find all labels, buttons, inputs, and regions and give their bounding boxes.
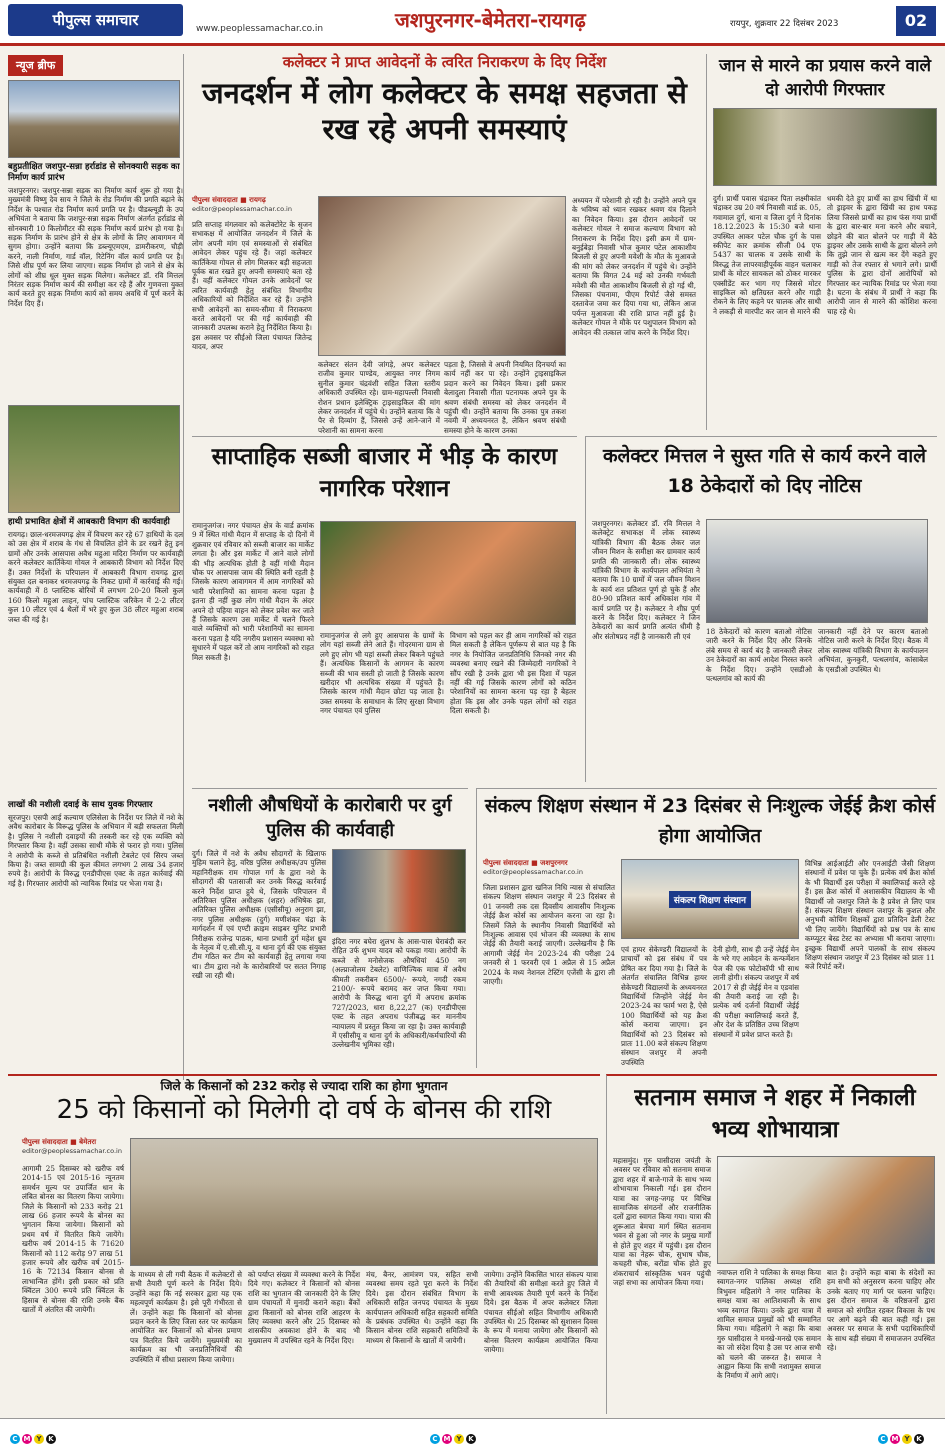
bonus-byline: पीपुल्स संवाददाता xyxy=(22,1138,68,1146)
cmyk-y: Y xyxy=(454,1434,464,1444)
website: www.peoplessamachar.co.in xyxy=(196,24,324,34)
cmyk-marks-left xyxy=(10,1426,58,1445)
news-brief-label: न्यूज ब्रीफ xyxy=(8,55,63,76)
drugs-story xyxy=(192,788,468,1068)
lead-place: रायगढ़ xyxy=(249,196,266,204)
cmyk-k: K xyxy=(46,1434,56,1444)
market-body-3: विभाग को पहल कर ही आम नागरिकों को राहत मिल सकती है लेकिन पूर्णरूप से बात यह है कि नगर के नियोजित जनप्रतिनिधि जिनको नगर की व्यवस्था बनाए रखने की जिम्मेदारी नागरिकों ने सौंप रखी है उनके द्वारा भी इस दिशा में पहल नहीं की गई जिसके कारण लोगों को कठिन परेशानियों का सामना करना पड़ रहा है बेहतर होता कि इस और उनके पहल लोगों को राहत दिला सकती है। xyxy=(450,631,576,716)
lead-body-3: अध्ययन में परेशानी हो रही है। उन्होंने अपने पुत्र के भविष्य को ध्यान रखकर श्रवण यंत्र दिलाने का निवेदन किया। इस दौरान आवेदनों पर कलेक्टर गोयल ने समाज कल्याण विभाग को निराकरण के निर्देश दिए। इसी क्रम में ग्राम-बनुईबेड़ा निवासी भोज कुमार पटेल आकाशीय बिजली से हुए अपनी मवेशी के मौत के मुआवजे की मांग को लेकर जनदर्शन में पहुंचे थे। उन्होंने बताया कि विगत 24 मई को उनकी गर्भवती मवेशी की मौत आकाशीय बिजली से हो गई थी, जिसका पंचनामा, पीएम रिपोर्ट जैसे समस्त दस्तावेज जमा कर दिया गया था, लेकिन आज पर्यन्त मुआवजा की राशि प्राप्त नहीं हुई है। कलेक्टर गोयल ने मौके पर पशुपालन विभाग को आवेदन की तत्काल जांच करने के निर्देश दिए। xyxy=(572,196,696,337)
coaching-place: जशपुरनगर xyxy=(540,859,568,867)
cmyk-c: C xyxy=(430,1434,440,1444)
footer xyxy=(0,1418,945,1445)
arrest-story xyxy=(706,54,937,430)
meeting-photo xyxy=(706,519,928,623)
notice-body-2: 18 ठेकेदारों को कारण बताओ नोटिस जारी करने के निर्देश दिए और जिनके लंबे समय से कार्य बंद है जानकारी लेकर उन ठेकेदारों का कार्य आदेश निरस्त करने के निर्देश दिए। उन्होंने एसडीओ पत्थलगांव को कार्य की xyxy=(706,627,812,684)
bonus-body-4: मंच, बैनर, आमंत्रण पत्र, सहित सभी व्यवस्था समय रहते पूरा करने के निर्देश दिये। इस दौरान संबंधित विभाग के अधिकारी सहित जनपद पंचायत के मुख्य कार्यपालन अधिकारी सहित सहकारी समिति के प्रबंधक उपस्थित थे। उन्होंने कहा कि किसान बोनस राशि सहकारी समितियों के माध्यम से किसानों के खातों में जायेगी। xyxy=(366,1270,478,1345)
lead-email: editor@peoplessamachar.co.in xyxy=(192,205,292,213)
market-body-2: रामानुजगंज से लगे हुए आसपास के ग्रामों के लोग यहां सब्जी लेने आते हैं। गोदरमाना ग्राम से लगे हुए लोग भी यहां सब्जी लेकर बिकने पहुंचते हैं। अत्यधिक किसानों के आगमन के कारण सब्जी की भाव सस्ती हो जाती है जिसके कारण खरीदार भी अत्यधिक संख्या में पहुंचते हैं। जिसके कारण गांधी मैदान छोटा पड़ जाता है। उक्त समस्या के समाधान के लिए सुरक्षा विभाग नगर पंचायत एवं पुलिस xyxy=(320,631,444,716)
satnam-story xyxy=(606,1074,937,1414)
cmyk-k: K xyxy=(466,1434,476,1444)
bonus-body-3: को पर्याप्त संख्या में व्यवस्था करने के निर्देश दिये गए। कलेक्टर ने किसानों को बोनस राशि का भुगतान की जानकारी देने के लिए ग्राम पंचायतों में मुनादी कराने कहा। बैंकों द्वारा किसानों को बोनस राशि आहरण के लिए व्यवस्था करने और 25 दिसम्बर को शासकीय अवकाश होने के बाद भी मुख्यालय में उपस्थित रहने के निर्देश दिए। xyxy=(248,1270,360,1345)
satnam-body-2: नवाफल राशि ने पालिका के समक्ष किया स्वागत-नगर पालिका अध्यक्ष राशि त्रिभुवन महिलांगे ने नगर पालिका के समक्ष यात्रा का आतिशबाजी के साथ भव्य स्वागत किया। उनके द्वारा यात्रा में शामिल समाज प्रमुखों को भी सम्मानित किया गया। महिलांगे ने कहा कि बाबा गुरु घासीदास ने मनखे-मनखे एक समान का जो संदेश दिया है उस पर आज सभी को चलने की जरूरत है। समाज ने आह्वान किया कि सभी नशामुक्त समाज के निर्माण में आगे आएं। xyxy=(717,1268,821,1381)
brief3-headline: लाखों की नशीली दवाई के साथ युवक गिरफ्तार xyxy=(8,800,153,810)
lead-body-1: प्रति सप्ताह मंगलवार को कलेक्टोरेट के सृजन सभाकक्ष में आयोजित जनदर्शन में जिले के लोग अपनी मांग एवं समस्याओं से संबंधित आवेदन लेकर पहुंच रहे हैं। जहां कलेक्टर कार्तिकेया गोयल से लोग मिलकर बड़ी सहजता पूर्वक बात रखते हुए अपनी समस्याएं बता रहे हैं। वहीं कलेक्टर गोयल उनके आवेदनों पर त्वरित कार्यवाही हेतु संबंधित विभागीय अधिकारियों को निर्देशित कर रहे हैं। उन्होंने सभी आवेदनों का समय-सीमा में निराकरण करते आवेदनों पर की गई कार्यवाही की जानकारी उपलब्ध कराने हेतु निर्देशित किया है। इस अवसर पर सीईओ जिला पंचायत जितेन्द्र यादव, अपर xyxy=(192,220,312,352)
coaching-body-2: एवं हायर सेकेण्डरी विद्यालयों के प्राचार्यों को इस संबंध में पत्र प्रेषित कर दिया गया है। जिले के अंतर्गत संचालित विभिन्न हायर सेकेण्डरी विद्यालयों के अध्ययनरत विद्यार्थियों जिन्होंने जेईई मेन 2023-24 का फार्म भरा है, ऐसे 100 विद्यार्थियों को यह क्रैश कोर्स कराया जाएगा। इन विद्यार्थियों को 23 दिसंबर को प्रातः 11.00 बजे संकल्प शिक्षण संस्थान जशपुर में अपनी उपस्थिति xyxy=(621,945,707,1067)
drugs-body-1: दुर्ग। जिले में नशे के अवैध सौदागरों के खिलाफ मुहिम चलाने हेतु, वरिष्ठ पुलिस अधीक्षक/उप पुलिस महानिरीक्षक राम गोपाल गर्ग के द्वारा नशे के सौदागरों की पतासाजी कर उनके विरुद्ध कार्रवाई करने निर्देश प्राप्त हुये थे, जिसके परिपालन में अतिरिक्त पुलिस अधीक्षक (शहर) अभिषेक झा, अतिरिक्त पुलिस अधीक्षक (एसीसीयू) अनुराग झा, नगर पुलिस अधीक्षक (दुर्ग) मणीशंकर चंद्रा के मार्गदर्शन में एवं एण्टी क्राइम साइबर यूनिट प्रभारी निरीक्षक राजेन्द्र पाठक, थाना प्रभारी दुर्ग महेश ध्रुव के नेतृत्व में ए.सी.सी.यू. व थाना दुर्ग की एक संयुक्त टीम गठित कर टीम को कार्यवाही हेतु लगाया गया था। टीम द्वारा नशे के कारोबारियों पर सतत निगाह रखी जा रही थी। xyxy=(192,849,326,981)
coaching-body-1: जिला प्रशासन द्वारा खनिज निधि न्यास से संचालित संकल्प शिक्षण संस्थान जशपुर में 23 दिसंबर से 01 जनवरी तक दस दिवसीय आवासीय निःशुल्क जेईई क्रैश कोर्स का आयोजन करना जा रहा है। जिसमें जिले के स्थानीय निवासी विद्यार्थियों को निःशुल्क आवास एवं भोजन की व्यवस्था के साथ जेईई की तैयारी कराई जाएगी। उल्लेखनीय है कि आगामी जेईई मेन 2023-24 की परीक्षा 24 जनवरी से 1 फरवरी एवं 1 अप्रैल से 15 अप्रैल 2024 के मध्य नेशनल टेस्टिंग एजेंसी के द्वारा ली जाएगी। xyxy=(483,883,615,987)
cmyk-c: C xyxy=(10,1434,20,1444)
news-brief-column xyxy=(8,54,184,1080)
notice-story xyxy=(585,436,937,782)
arrest-photo xyxy=(713,108,937,186)
cmyk-y: Y xyxy=(34,1434,44,1444)
excise-photo xyxy=(8,405,180,513)
satnam-body-3: बात है। उन्होंने कहा बाबा के संदेशों का हम सभी को अनुसरण करना चाहिए और उनके बताए गए मार्ग पर चलना चाहिए। इस दौरान समाज के वरिष्ठजनों द्वारा समाज को संगठित रहकर विकास के पथ पर आगे बढ़ने की बात कही गई। इस अवसर पर समाज के सभी पदाधिकारियों के साथ बड़ी संख्या में समाजजन उपस्थित रहे। xyxy=(827,1268,935,1353)
lead-byline-box: पीपुल्स संवाददाता ■ रायगढ़ editor@peoplessamachar.co.in xyxy=(192,196,312,213)
bonus-body-2: के माध्यम से ली गयी बैठक में कलेक्टरों से सभी तैयारी पूर्ण करने के निर्देश दिये। उन्होंने कहा कि नई सरकार द्वारा यह एक महत्वपूर्ण कार्यक्रम है। इसे पूरी गंभीरता से लें। उन्होंने कहा कि किसानों को बोनस प्रदान करने के लिए जिला स्तर पर कार्यक्रम आयोजित कर किसानों को बोनस प्रमाण पत्र वितरित किये जायेंगे। मुख्यमंत्री का कार्यक्रम का भी जनप्रतिनिधियों की उपस्थिति में सीधा प्रसारण किया जायेगा। xyxy=(130,1270,242,1364)
cmyk-m: M xyxy=(891,1435,899,1443)
edition-title: जशपुरनगर-बेमेतरा-रायगढ़ xyxy=(395,8,586,32)
cmyk-marks-right xyxy=(878,1426,926,1445)
lead-caption: कलेक्टर संतन देवी जांगड़े, अपर कलेक्टर राजीव कुमार पाण्डेय, आयुक्त नगर निगम सुनील कुमार चंद्रवंशी सहित जिला स्तरीय अधिकारी उपस्थित रहे। ग्राम-महापल्ली निवासी रोशन प्रधान इलेक्ट्रिक ट्राइसाइकिल की मांग लेकर जनदर्शन में पहुंचे थे। उन्होंने बताया कि वे पैर से दिव्यांग हैं, जिससे उन्हें आने-जाने में परेशानी का सामना करना xyxy=(318,360,440,435)
coaching-byline: पीपुल्स संवाददाता xyxy=(483,859,529,867)
cmyk-marks-center xyxy=(430,1426,478,1445)
drugs-photo xyxy=(332,849,466,933)
drugs-body-2: इंदिरा नगर बघेरा शुलभ के आस-पास घेराबंदी कर रोहित उर्फ शुभम यादव को पकड़ा गया। आरोपी के कब्जे से मनोसेजक औषधियां 450 नग (अल्प्राजोलम टेबलेट) वाणिज्यिक मात्रा में अवैध कीमती तकरीबन 6500/- रूपये, नगदी रकम 2100/- रूपये बरामद कर जप्त किया गया। आरोपी के विरुद्ध थाना दुर्ग में अपराध क्रमांक 727/2023, धारा 8,22,27 (क) एनडीपीएस एक्ट के तहत अपराध पंजीबद्ध कर माननीय न्यायालय में प्रस्तुत किया जा रहा है। उक्त कार्यवाही में एसीसीयू व थाना दुर्ग के अधिकारी/कर्मचारियों की उल्लेखनीय भूमिका रही। xyxy=(332,937,466,1050)
grain-sacks-photo xyxy=(130,1138,598,1266)
brief3-body: सूरजपुर। एसपी आई कल्याण एलिसेला के निर्देश पर जिले में नशे के अवैध कारोबार के विरूद्ध पुलिस के अभियान में बड़ी सफलता मिली है। पुलिस ने नशीली दवाइयों की तस्करी कर रहे एक व्यक्ति को गिरफ्तार किया है। वहीं उसका साथी मौके से फरार हो गया। पुलिस ने आरोपी के कब्जे से प्रतिबंधित नशीली टेबलेट एवं सिरप जब्त किया है। जब्त सामग्री की कुल कीमत लगभग 2 लाख 34 हजार रुपये है। आरोपी के विरुद्ध एनडीपीएस एक्ट के तहत कार्रवाई की गई है। गिरफ्तार आरोपी को न्यायिक रिमांड पर भेजा गया है। xyxy=(8,813,183,888)
cmyk-k: K xyxy=(914,1434,924,1444)
coaching-body-4: विभिन्न आईआईटी और एनआईटी जैसी शिक्षण संस्थानों में प्रवेश पा चुके हैं। प्रत्येक वर्ष क्रैश कोर्स के भी विद्यार्थी इस परीक्षा में क्वालिफाई करते रहे हैं। इस क्रैश कोर्स में अशासकीय विद्यालय के भी विद्यार्थी जो जशपुर जिले के है प्रवेश ले लिए पात्र हैं। संकल्प शिक्षण संस्थान जशपुर के कुशल और अनुभवी कोचिंग शिक्षकों द्वारा प्रतिदिन डेली टेस्ट भी लिए जायेंगे। विद्यार्थियों को प्रश्न पत्र के साथ कम्प्यूटर बेस्ड टेस्ट का अभ्यास भी कराया जाएगा। इच्छुक विद्यार्थी अपने पालकों के साथ संकल्प शिक्षण संस्थान जशपुर में 23 दिसंबर को प्रातः 11 बजे रिपोर्ट करें। xyxy=(805,859,935,972)
lead-headline: जनदर्शन में लोग कलेक्टर के समक्ष सहजता से रख रहे अपनी समस्याएं xyxy=(202,75,687,146)
coaching-story xyxy=(476,788,937,1068)
cmyk-m: M xyxy=(23,1435,31,1443)
lead-story xyxy=(192,53,697,435)
institute-sign: संकल्प शिक्षण संस्थान xyxy=(669,891,751,908)
lead-body-2: पड़ता है, जिससे वे अपनी नियमित दिनचर्या का कार्य नहीं कर पा रहे। उन्होंने ट्राइसाइकिल प्रदान करने का निवेदन किया। इसी प्रकार बेलादुला निवासी गीता पटनायक अपने पुत्र के श्रवण संबंधी समस्या को लेकर जनदर्शन में पहुंची थी। उन्होंने बताया कि उनका पुत्र तकश नवमी में अध्ययनरत है, लेकिन श्रवण संबंधी समस्या होने के कारण उनका xyxy=(444,360,566,435)
cmyk-m: M xyxy=(443,1435,451,1443)
road-photo xyxy=(8,80,180,158)
bonus-email: editor@peoplessamachar.co.in xyxy=(22,1147,122,1155)
brief2-body: रायगढ़। छाल-धरमजयगढ़ क्षेत्र में विचरण कर रहे 67 हाथियों के दल को उस क्षेत्र में शराब के गंध से विचलित होने के डर रखने हेतु इन ग्रामों और उनके आसपास अवैध महुआ मदिरा निर्माण पर कार्यवाही करने कलेक्टर कार्तिकेया गोयल ने आबकारी विभाग को निर्देश दिए हैं। उक्त निर्देशों के परिपालन में आबकारी विभाग रायगढ़ द्वारा संयुक्त दल बनाकर धरमजयगढ़ के निकट ग्रामों में कार्रवाई की गई। कार्यवाही में 8 प्लास्टिक बोरियों में लगभग 20-20 किलो कुल 160 किलो महुआ लाहन, पांच प्लास्टिक जरिकेन में 2-2 लीटर कुल 10 लीटर एवं 4 थैलों में भरे हुए कुल 38 लीटर महुआ शराब जब्त की गई है। xyxy=(8,530,183,624)
brief1-headline: बहुप्रतीक्षित जशपुर-सन्ना हर्राडांड से सोनक्यारी सड़क का निर्माण कार्य प्रारंभ xyxy=(8,162,180,183)
arrest-body-1: दुर्ग। प्रार्थी पवास चंद्राकर पिता लक्ष्मीकांत चंद्राकर उम्र 20 वर्ष निवासी वार्ड क्र. 05, गवामाल दुर्ग, थाना व जिला दुर्ग ने दिनांक 18.12.2023 के 15:30 बजे थाना उपस्थित आकर पटेल चौक दुर्ग के पास स्कीपेट कार क्रमांक सीजी 04 एफ 5437 का चालक व उसके साथी के विरुद्ध तेज लापरवाहीपूर्वक वाहन चलाकर प्रार्थी के मोटर सायकल को ठोकर मारकर एक्सीडेंट कर भाग गए जिससे मोटर साइकिल को क्षतिग्रस्त करने और गाड़ी रोकने के लिए कहने पर चालक और साथी ने लकड़ी से मारपीट कर जान से मारने की xyxy=(713,194,821,316)
coaching-headline: संकल्प शिक्षण संस्थान में 23 दिसंबर से निःशुल्क जेईई क्रैश कोर्स होगा आयोजित xyxy=(484,795,936,847)
bonus-byline-box: पीपुल्स संवाददाता ■ बेमेतरा editor@peoplessamachar.co.in xyxy=(22,1138,152,1155)
market-headline: साप्ताहिक सब्जी बाजार में भीड़ के कारण नागरिक परेशान xyxy=(211,444,558,502)
notice-headline: कलेक्टर मित्तल ने सुस्त गति से कार्य करने वाले 18 ठेकेदारों को दिए नोटिस xyxy=(602,445,927,497)
bonus-kicker: जिले के किसानों को 232 करोड़ से ज्यादा राशि का होगा भुगतान xyxy=(160,1079,448,1093)
bonus-story xyxy=(8,1074,600,1414)
logo xyxy=(8,4,183,36)
bonus-body-5: जायेगा। उन्होंने विकसित भारत संकल्प यात्रा की तैयारियों की समीक्षा करते हुए जिले में सभी आवश्यक तैयारी पूर्ण करने के निर्देश दिये। इस बैठक में अपर कलेक्टर जिला पंचायत सीईओ सहित विभागीय अधिकारी उपस्थित थे। 25 दिसम्बर को सुशासन दिवस के रूप में मनाया जायेगा और किसानों को बोनस वितरण कार्यक्रम आयोजित किया जायेगा। xyxy=(484,1270,598,1355)
bonus-body-1: आगामी 25 दिसम्बर को खरीफ वर्ष 2014-15 एवं 2015-16 न्यूनतम समर्थन मूल्य पर उपार्जित धान के लंबित बोनस का वितरण किया जायेगा। जिले के किसानों को 233 करोड़ 21 लाख 66 हजार रूपये के बोनस का भुगतान किया जायेगा। किसानों को प्रथम वर्ष में वितरित किये जायेंगे। खरीफ वर्ष 2014-15 के 71620 किसानों को 112 करोड़ 97 लाख 51 हजार रूपये और खरीफ वर्ष 2015-16 के 72134 किसान बोनस से लाभान्वित होंगे। इसी प्रकार को प्रति क्विंटल 300 रूपये प्रति क्विंटल के हिसाब से बोनस की राशि उनके बैंक खातों में अंतरित की जायेगी। xyxy=(22,1164,124,1315)
satnam-headline: सतनाम समाज ने शहर में निकाली भव्य शोभायात्रा xyxy=(634,1085,916,1143)
page-number: 02 xyxy=(896,6,936,36)
market-photo xyxy=(320,521,576,625)
drugs-headline: नशीली औषधियों के कारोबारी पर दुर्ग पुलिस की कार्यवाही xyxy=(208,795,452,841)
coaching-email: editor@peoplessamachar.co.in xyxy=(483,868,583,876)
bonus-headline: 25 को किसानों को मिलेगी दो वर्ष के बोनस की राशि xyxy=(56,1095,552,1126)
jandarshan-photo xyxy=(318,196,566,356)
institute-photo xyxy=(621,859,799,939)
procession-photo xyxy=(717,1156,935,1264)
notice-body-3: जानकारी नहीं देने पर कारण बताओ नोटिस जारी करने के निर्देश दिए। बैठक में लोक स्वास्थ्य यांत्रिकी विभाग के कार्यपालन अभियंता, कुनकुरी, पत्थलगांव, कांसाबेल के एसडीओ उपस्थित थे। xyxy=(818,627,928,674)
bonus-place: बेमेतरा xyxy=(79,1138,97,1146)
logo-text: पीपुल्स समाचार xyxy=(52,11,139,29)
brief1-body: जशपुरनगर। जशपुर-सन्ना सड़क का निर्माण कार्य शुरू हो गया है। मुख्यमंत्री विष्णु देव साय ने जिले के रोड निर्माण की प्रगति बढ़ाने के निर्देश के पश्चात रोड निर्माण कार्य प्रगति पर है। पीडब्ल्यूडी के उप अभियंता ने बताया कि जशपुर-सन्ना सड़क निर्माण अंतर्गत हर्राडांड से सोनक्यारी 10 किलोमीटर की सड़क निर्माण कार्य प्रारंभ हो गया है। सड़क निर्माण के प्रारंभ होने से क्षेत्र के लोगों के लिए आवागमन में सुगम होगा। उन्होंने बताया कि डब्ल्यूएमएम, डामरीकरण, चौड़ी करने, नाली निर्माण, गार्ड वॉल, रिटेनिंग वॉल कार्य प्रगति पर है। जिसे शीघ्र पूर्ण कर लिया जाएगा। सड़क निर्माण हो जाने से क्षेत्र के लोगों को शीघ्र धूल मुक्त सड़क मिलेगा। कलेक्टर डॉ. रवि मित्तल निरंतर सड़क निर्माण कार्य की समीक्षा कर रहे हैं और गुणवत्ता युक्त कार्य करते हुए सड़क निर्माण कार्य को समय अवधि में पूर्ण करने के निर्देश दिए हैं। xyxy=(8,186,183,308)
arrest-headline: जान से मारने का प्रयास करने वाले दो आरोपी गिरफ्तार xyxy=(718,56,932,100)
coaching-body-3: देनी होगी, साथ ही उन्हें जेईई मेन के भरे गए आवेदन के कन्फर्मेशन पेज की एक फोटोकॉपी भी साथ लानी होगी। संकल्प जशपुर में वर्ष 2017 से ही जेईई मेन व एडवांस की तैयारी कराई जा रही है। प्रत्येक वर्ष दर्जनों विद्यार्थी जेईई की परीक्षा क्वालिफाई करते हैं, और देश के प्रतिष्ठित उच्च शिक्षण संस्थानों में प्रवेश प्राप्त करते हैं। xyxy=(713,945,799,1039)
satnam-body-1: महासमुंद। गुरु घासीदास जयंती के अवसर पर रविवार को सतनाम समाज द्वारा शहर में बाजे-गाजे के साथ भव्य शोभायात्रा निकाली गई। इस दौरान यात्रा का जगह-जगह पर विभिन्न सामाजिक संगठनों और राजनीतिक दलों द्वारा स्वागत किया गया। यात्रा की शुरूआत बेमचा मार्ग स्थित सतनाम भवन से हुआ जो नगर के प्रमुख मार्गों से होते हुए शहर में पहुंची। इस दौरान यात्रा का नेहरू चौक, सुभाष चौक, कचहरी चौक, बरोंडा चौक होते हुए शंकराचार्य सांस्कृतिक भवन पहुंची जहां सभा का आयोजन किया गया। xyxy=(613,1156,711,1288)
notice-body-1: जशपुरनगर। कलेक्टर डॉ. रवि मित्तल ने कलेक्ट्रेट सभाकक्ष में लोक स्वास्थ्य यांत्रिकी विभाग की बैठक लेकर जल जीवन मिशन के समीक्षा कर ग्रामवार कार्य प्रगति की जानकारी ली। लोक स्वास्थ्य यांत्रिकी विभाग के कार्यपालन अभियंता ने बताया कि 10 ग्रामों में जल जीवन मिशन के कार्य शत प्रतिशत पूर्ण हो चुके हैं और 80-90 प्रतिशत कार्य अधिकांश गांव में कार्य प्रगति पर है। कलेक्टर ने शीघ्र पूर्ण करने के निर्देश दिए। कलेक्टर ने जिन ठेकेदारों का कार्य प्रगति अत्यंत धीमी है और संतोषप्रद नहीं है जानकारी ली एवं xyxy=(592,519,700,641)
market-body-1: रामानुजगंज। नगर पंचायत क्षेत्र के वार्ड क्रमांक 9 में स्थित गांधी मैदान में सप्ताह के दो दिनों में शुक्रवार एवं रविवार को सब्जी बाजार का मार्केट लगता है। और इस मार्केट में आने वाले लोगों की भीड़ अत्यधिक होती है वहीं गांधी मैदान चौक पर आसपास जाम की स्थिति बनी रहती है जिसके कारण आवागमन में आम नागरिकों को भारी परेशानियों का सामना करना पड़ता है इतना ही नहीं कुछ लोग गांधी मैदान के अंदर अपने दो पहिया वाहन को लेकर प्रवेश कर जाते हैं जिसके कारण उस मार्केट में चलने फिरने वाले व्यक्तियों को भारी परेशानियों का सामना करना पड़ता है यदि नगरीय प्रशासन व्यवस्था को सुधारने में पहल करें तो आम नागरिकों को राहत मिल सकती है। xyxy=(192,521,314,662)
arrest-body-2: धमकी देते हुए प्रार्थी का हाथ खिंची में था तो ड्राइवर के द्वारा खिंची का हाथ पकड़ लिया जिससे प्रार्थी का हाथ फंस गया प्रार्थी के द्वारा बार-बार मना करने और बचाने, छोड़ने की बात बोलने पर गाड़ी में बैठे ड्राइवर और उसके साथी के द्वारा बोलने लगे कि तुझे जान से खत्म कर देंगे कहते हुए गाड़ी को तेज रफ्तार से भगाने लगे। प्रार्थी पुलिस के द्वारा दोनों आरोपियों को गिरफ्तार कर न्यायिक रिमांड पर भेजा गया है। घटना के संबंध में प्रार्थी ने कहा कि आरोपी जान से मारने की कोशिश करना चाह रहे थे। xyxy=(827,194,938,316)
coaching-byline-box: पीपुल्स संवाददाता ■ जशपुरनगर editor@peoplessamachar.co.in xyxy=(483,859,615,876)
market-story xyxy=(192,436,577,782)
cmyk-y: Y xyxy=(902,1434,912,1444)
cmyk-c: C xyxy=(878,1434,888,1444)
lead-byline: पीपुल्स संवाददाता xyxy=(192,196,238,204)
brief2-headline: हाथी प्रभावित क्षेत्रों में आबकारी विभाग की कार्यवाही xyxy=(8,517,170,527)
masthead xyxy=(0,0,945,46)
issue-date: रायपुर, शुक्रवार 22 दिसंबर 2023 xyxy=(730,19,839,29)
lead-kicker: कलेक्टर ने प्राप्त आवेदनों के त्वरित निराकरण के दिए निर्देश xyxy=(282,53,607,71)
